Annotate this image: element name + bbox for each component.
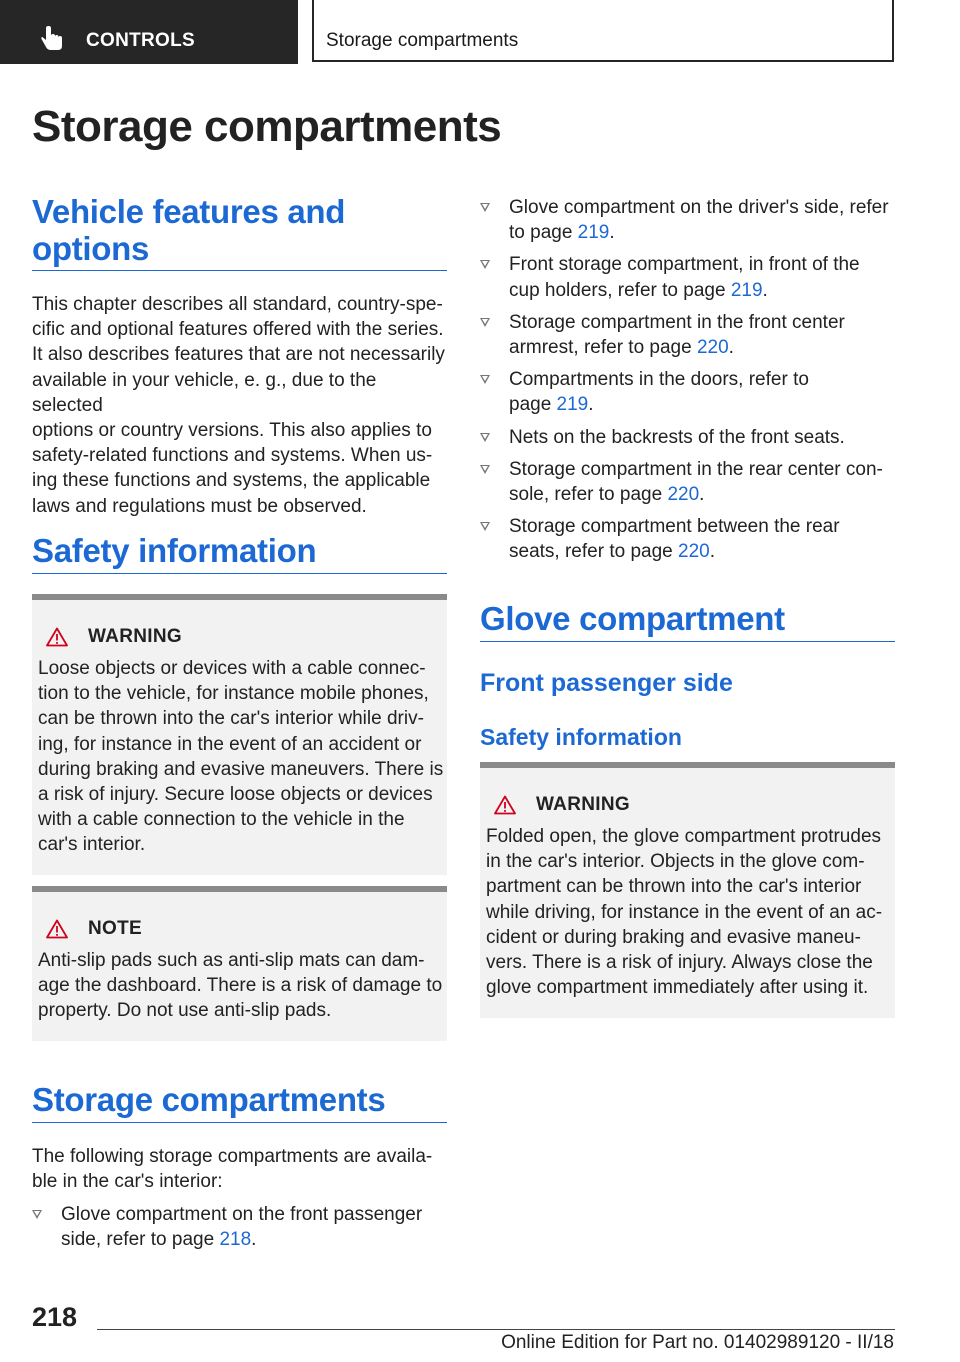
footer-divider (97, 1329, 895, 1330)
note-label: NOTE (88, 918, 142, 939)
safety-information-subheading: Safety information (480, 724, 682, 750)
triangle-bullet-icon (480, 522, 490, 531)
text-line: safety-related functions and systems. When us‐ (32, 445, 433, 467)
warning-header (494, 794, 630, 816)
triangle-bullet-icon (480, 260, 490, 269)
page-link[interactable]: 219 (577, 222, 610, 244)
chapter-tab (312, 0, 894, 62)
section-divider (32, 1122, 447, 1123)
section-divider (32, 573, 447, 574)
list-item-end: . (709, 541, 715, 563)
text-line: It also describes features that are not necessarily (32, 344, 445, 366)
edition-text: Online Edition for Part no. 01402989120 - II/18 (501, 1332, 894, 1353)
storage-list (32, 1202, 447, 1252)
list-item (480, 252, 895, 302)
text-line: Folded open, the glove compartment protrudes (486, 826, 882, 847)
note-header (46, 918, 142, 940)
storage-compartments-heading: Storage compartments (32, 1081, 386, 1118)
text-line: The following storage compartments are availa‐ (32, 1146, 433, 1167)
text-line: options or country versions. This also applies to (32, 420, 432, 442)
section-tab-label: CONTROLS (86, 30, 196, 51)
list-item (480, 367, 895, 417)
page-number: 218 (32, 1302, 78, 1332)
note-text (38, 948, 448, 1024)
safety-information-heading: Safety information (32, 532, 317, 569)
list-item-text: armrest, refer to page (509, 337, 697, 359)
hand-pointer-icon (40, 26, 66, 52)
list-item-text: cup holders, refer to page (509, 279, 731, 301)
text-line: Storage compartment in the front center (509, 311, 845, 333)
warning-triangle-icon (494, 795, 516, 815)
page-link[interactable]: 218 (219, 1229, 252, 1251)
list-item (32, 1202, 447, 1252)
list-item (480, 457, 895, 507)
warning-header (46, 626, 182, 648)
compartment-list (480, 195, 895, 565)
glove-compartment-heading: Glove compartment (480, 600, 785, 637)
list-item-end: . (699, 484, 705, 506)
text-line: a risk of injury. Secure loose objects or devices (38, 784, 433, 806)
text-line: can be thrown into the car's interior while driv‐ (38, 708, 424, 730)
page-link[interactable]: 219 (730, 279, 763, 301)
page-link[interactable]: 220 (667, 484, 700, 506)
text-line: partment can be thrown into the car's interior (486, 876, 862, 898)
text-line (509, 278, 895, 303)
text-line: ing, for instance in the event of an accident or (38, 733, 422, 755)
page-link[interactable]: 220 (678, 541, 710, 563)
text-line: with a cable connection to the vehicle in the (38, 809, 405, 831)
warning-text (38, 656, 448, 858)
list-item-end: . (609, 222, 615, 244)
list-item (480, 514, 895, 564)
text-line: Front storage compartment, in front of the (509, 254, 860, 276)
text-line: ing these functions and systems, the applicable (32, 470, 431, 492)
list-item-text: seats, refer to page (509, 541, 678, 563)
list-item-end: . (762, 279, 768, 301)
vehicle-features-paragraph (32, 292, 452, 519)
text-line: Glove compartment on the driver's side, refer (509, 197, 889, 218)
text-line (509, 335, 895, 360)
text-line: Storage compartment in the rear center con‐ (509, 458, 883, 480)
triangle-bullet-icon (480, 318, 490, 327)
text-line: Anti-slip pads such as anti-slip mats can dam‐ (38, 950, 425, 971)
text-line: Nets on the backrests of the front seats. (509, 426, 845, 448)
text-line: This chapter describes all standard, country-spe‐ (32, 294, 443, 315)
list-item (480, 310, 895, 360)
list-item-text: page (509, 394, 557, 416)
storage-intro (32, 1144, 452, 1194)
text-line: Loose objects or devices with a cable connec‐ (38, 658, 426, 679)
triangle-bullet-icon (480, 465, 490, 474)
text-line: property. Do not use anti-slip pads. (38, 1000, 332, 1022)
text-line: glove compartment immediately after using it. (486, 977, 869, 999)
text-line (61, 1227, 447, 1252)
section-tab-controls (0, 0, 298, 64)
section-divider (480, 641, 895, 642)
front-passenger-side-heading: Front passenger side (480, 669, 733, 697)
warning-triangle-icon (46, 627, 68, 647)
page-header (0, 0, 960, 66)
section-divider (32, 270, 447, 271)
note-box (32, 886, 447, 1041)
list-item (480, 425, 895, 450)
text-line: Compartments in the doors, refer to (509, 369, 809, 391)
vehicle-features-heading-line1: Vehicle features and (32, 193, 346, 230)
page-link[interactable]: 220 (696, 337, 729, 359)
text-line (509, 482, 895, 507)
warning-box (32, 594, 447, 875)
text-line: in the car's interior. Objects in the glove com‐ (486, 851, 865, 873)
text-line: age the dashboard. There is a risk of damage to (38, 975, 443, 997)
triangle-bullet-icon (480, 203, 490, 212)
text-line: Storage compartment between the rear (509, 516, 840, 538)
chapter-tab-label: Storage compartments (326, 30, 519, 51)
text-line: cific and optional features offered with the series. (32, 319, 444, 341)
warning-label: WARNING (88, 626, 182, 647)
triangle-bullet-icon (480, 375, 490, 384)
warning-text (486, 824, 896, 1000)
list-item-end: . (251, 1229, 257, 1251)
list-item-text: sole, refer to page (509, 484, 668, 506)
warning-triangle-icon (46, 919, 68, 939)
triangle-bullet-icon (480, 433, 490, 442)
text-line: available in your vehicle, e. g., due to the selected (32, 369, 377, 416)
text-line (509, 539, 895, 564)
list-item-end: . (728, 337, 734, 359)
text-line: during braking and evasive maneuvers. There is (38, 758, 444, 780)
text-line: tion to the vehicle, for instance mobile phones, (38, 683, 429, 705)
text-line (509, 220, 895, 245)
list-item-text: to page (509, 222, 578, 244)
text-line: Glove compartment on the front passenger (61, 1204, 423, 1225)
vehicle-features-heading (32, 193, 345, 267)
page-link[interactable]: 219 (556, 394, 589, 416)
vehicle-features-heading-line2: options (32, 230, 150, 267)
list-item-end: . (588, 394, 594, 416)
warning-box (480, 762, 895, 1018)
text-line (509, 392, 895, 417)
text-line: cident or during braking and evasive maneu‐ (486, 926, 861, 948)
triangle-bullet-icon (32, 1210, 42, 1219)
text-line: while driving, for instance in the event of an ac‐ (486, 901, 883, 923)
page-title: Storage compartments (32, 102, 502, 151)
warning-label: WARNING (536, 794, 630, 815)
text-line: laws and regulations must be observed. (32, 495, 367, 517)
text-line: car's interior. (38, 834, 146, 856)
text-line: ble in the car's interior: (32, 1171, 223, 1193)
list-item-text: side, refer to page (61, 1229, 220, 1251)
text-line: vers. There is a risk of injury. Always close the (486, 952, 873, 974)
list-item (480, 195, 895, 245)
